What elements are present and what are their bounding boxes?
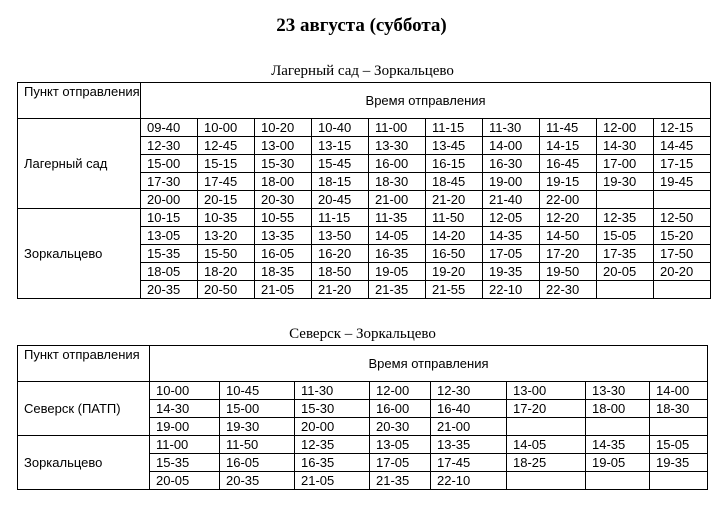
departure-time-cell [650,472,708,490]
departure-time-cell: 16-30 [483,155,540,173]
departure-time-cell: 18-30 [650,400,708,418]
departure-time-cell [507,472,586,490]
departure-time-cell: 12-50 [654,209,711,227]
header-departure-point: Пункт отправления [18,346,150,382]
page-title: 23 августа (суббота) [276,15,447,36]
departure-time-cell: 11-50 [220,436,295,454]
table-row [18,209,711,227]
departure-time-cell: 18-25 [507,454,586,472]
table-row [18,119,711,137]
stop-name: Зоркальцево [18,436,150,490]
header-row [18,346,708,382]
departure-time-cell: 18-20 [198,263,255,281]
departure-time-cell: 15-00 [141,155,198,173]
departure-time-cell: 20-35 [141,281,198,299]
departure-time-cell: 10-15 [141,209,198,227]
departure-time-cell: 21-55 [426,281,483,299]
departure-time-cell: 14-30 [597,137,654,155]
departure-time-cell: 18-50 [312,263,369,281]
departure-time-cell: 12-45 [198,137,255,155]
departure-time-cell: 17-45 [431,454,507,472]
departure-time-cell: 10-00 [150,382,220,400]
departure-time-cell: 19-05 [369,263,426,281]
departure-time-cell: 19-35 [483,263,540,281]
departure-time-cell: 20-45 [312,191,369,209]
departure-time-cell: 15-30 [295,400,370,418]
departure-time-cell: 17-05 [483,245,540,263]
departure-time-cell [654,191,711,209]
departure-time-cell: 13-00 [507,382,586,400]
departure-time-cell: 11-00 [369,119,426,137]
departure-time-cell: 18-05 [141,263,198,281]
departure-time-cell: 17-00 [597,155,654,173]
departure-time-cell: 18-15 [312,173,369,191]
departure-time-cell: 22-00 [540,191,597,209]
departure-time-cell: 20-30 [370,418,431,436]
departure-time-cell: 18-00 [586,400,650,418]
departure-time-cell: 15-20 [654,227,711,245]
departure-time-cell [597,191,654,209]
departure-time-cell: 20-05 [150,472,220,490]
departure-time-cell: 15-05 [650,436,708,454]
departure-time-cell: 21-20 [426,191,483,209]
departure-time-cell: 12-00 [370,382,431,400]
departure-time-cell: 18-00 [255,173,312,191]
departure-time-cell [654,281,711,299]
departure-time-cell: 20-20 [654,263,711,281]
stop-name: Лагерный сад [18,119,141,209]
departure-time-cell: 12-30 [431,382,507,400]
departure-time-cell: 21-00 [369,191,426,209]
departure-time-cell: 15-35 [141,245,198,263]
departure-time-cell: 16-35 [369,245,426,263]
departure-time-cell: 17-30 [141,173,198,191]
departure-time-cell: 16-50 [426,245,483,263]
departure-time-cell: 19-30 [597,173,654,191]
departure-time-cell: 11-00 [150,436,220,454]
departure-time-cell: 15-15 [198,155,255,173]
departure-time-cell: 13-00 [255,137,312,155]
departure-time-cell: 11-30 [483,119,540,137]
departure-time-cell: 21-35 [369,281,426,299]
departure-time-cell: 14-00 [650,382,708,400]
departure-time-cell: 13-05 [370,436,431,454]
departure-time-cell [507,418,586,436]
departure-time-cell: 14-05 [369,227,426,245]
departure-time-cell: 14-35 [483,227,540,245]
departure-time-cell: 19-45 [654,173,711,191]
departure-time-cell: 21-05 [255,281,312,299]
departure-time-cell: 20-30 [255,191,312,209]
departure-time-cell: 16-20 [312,245,369,263]
header-departure-time: Время отправления [150,346,708,382]
departure-time-cell: 14-05 [507,436,586,454]
departure-time-cell [586,472,650,490]
departure-time-cell: 14-45 [654,137,711,155]
departure-time-cell: 13-30 [369,137,426,155]
departure-time-cell: 17-45 [198,173,255,191]
departure-time-cell: 10-55 [255,209,312,227]
table-row [18,436,708,454]
departure-time-cell: 11-45 [540,119,597,137]
departure-time-cell: 14-35 [586,436,650,454]
departure-time-cell: 15-30 [255,155,312,173]
departure-time-cell: 13-30 [586,382,650,400]
departure-time-cell: 14-50 [540,227,597,245]
departure-time-cell: 12-20 [540,209,597,227]
departure-time-cell: 17-15 [654,155,711,173]
departure-time-cell: 16-40 [431,400,507,418]
departure-time-cell: 13-15 [312,137,369,155]
departure-time-cell: 14-00 [483,137,540,155]
departure-time-cell: 19-20 [426,263,483,281]
departure-time-cell: 13-50 [312,227,369,245]
departure-time-cell: 15-00 [220,400,295,418]
departure-time-cell: 22-10 [483,281,540,299]
departure-time-cell: 17-20 [507,400,586,418]
departure-time-cell: 11-15 [426,119,483,137]
departure-time-cell: 19-15 [540,173,597,191]
departure-time-cell: 12-00 [597,119,654,137]
departure-time-cell: 20-00 [295,418,370,436]
departure-time-cell: 22-10 [431,472,507,490]
departure-time-cell: 17-50 [654,245,711,263]
departure-time-cell: 15-50 [198,245,255,263]
departure-time-cell: 20-35 [220,472,295,490]
table-caption-2: Северск – Зоркальцево [289,326,436,342]
header-departure-time: Время отправления [141,83,711,119]
departure-time-cell: 19-00 [150,418,220,436]
departure-time-cell: 20-15 [198,191,255,209]
departure-time-cell: 12-35 [597,209,654,227]
departure-time-cell: 14-30 [150,400,220,418]
departure-time-cell: 15-05 [597,227,654,245]
departure-time-cell: 20-05 [597,263,654,281]
departure-time-cell: 10-45 [220,382,295,400]
table-caption-1: Лагерный сад – Зоркальцево [271,63,454,79]
departure-time-cell: 13-35 [431,436,507,454]
departure-time-cell: 10-40 [312,119,369,137]
departure-time-cell [597,281,654,299]
departure-time-cell: 19-00 [483,173,540,191]
departure-time-cell: 11-30 [295,382,370,400]
departure-time-cell: 16-05 [255,245,312,263]
departure-time-cell: 22-30 [540,281,597,299]
departure-time-cell [650,418,708,436]
departure-time-cell: 16-05 [220,454,295,472]
departure-time-cell: 11-15 [312,209,369,227]
departure-time-cell: 18-45 [426,173,483,191]
departure-time-cell: 12-35 [295,436,370,454]
departure-time-cell: 12-30 [141,137,198,155]
departure-time-cell: 14-15 [540,137,597,155]
departure-time-cell: 16-35 [295,454,370,472]
departure-time-cell: 11-50 [426,209,483,227]
departure-time-cell: 16-00 [369,155,426,173]
departure-time-cell: 10-00 [198,119,255,137]
departure-time-cell: 13-05 [141,227,198,245]
stop-name: Северск (ПАТП) [18,382,150,436]
departure-time-cell: 16-45 [540,155,597,173]
departure-time-cell: 17-35 [597,245,654,263]
departure-time-cell [586,418,650,436]
departure-time-cell: 19-50 [540,263,597,281]
departure-time-cell: 21-40 [483,191,540,209]
departure-time-cell: 19-30 [220,418,295,436]
departure-time-cell: 18-35 [255,263,312,281]
departure-time-cell: 21-00 [431,418,507,436]
departure-time-cell: 13-35 [255,227,312,245]
schedule-table-2 [17,345,708,490]
departure-time-cell: 20-50 [198,281,255,299]
departure-time-cell: 10-35 [198,209,255,227]
departure-time-cell: 20-00 [141,191,198,209]
departure-time-cell: 16-15 [426,155,483,173]
departure-time-cell: 15-35 [150,454,220,472]
departure-time-cell: 15-45 [312,155,369,173]
departure-time-cell: 21-20 [312,281,369,299]
departure-time-cell: 17-05 [370,454,431,472]
departure-time-cell: 10-20 [255,119,312,137]
departure-time-cell: 19-05 [586,454,650,472]
departure-time-cell: 12-15 [654,119,711,137]
departure-time-cell: 21-35 [370,472,431,490]
departure-time-cell: 09-40 [141,119,198,137]
departure-time-cell: 11-35 [369,209,426,227]
departure-time-cell: 19-35 [650,454,708,472]
departure-time-cell: 14-20 [426,227,483,245]
departure-time-cell: 17-20 [540,245,597,263]
departure-time-cell: 18-30 [369,173,426,191]
departure-time-cell: 16-00 [370,400,431,418]
header-row [18,83,711,119]
table-row [18,382,708,400]
header-departure-point: Пункт отправления [18,83,141,119]
departure-time-cell: 12-05 [483,209,540,227]
departure-time-cell: 21-05 [295,472,370,490]
schedule-table-1 [17,82,711,299]
departure-time-cell: 13-20 [198,227,255,245]
departure-time-cell: 13-45 [426,137,483,155]
stop-name: Зоркальцево [18,209,141,299]
